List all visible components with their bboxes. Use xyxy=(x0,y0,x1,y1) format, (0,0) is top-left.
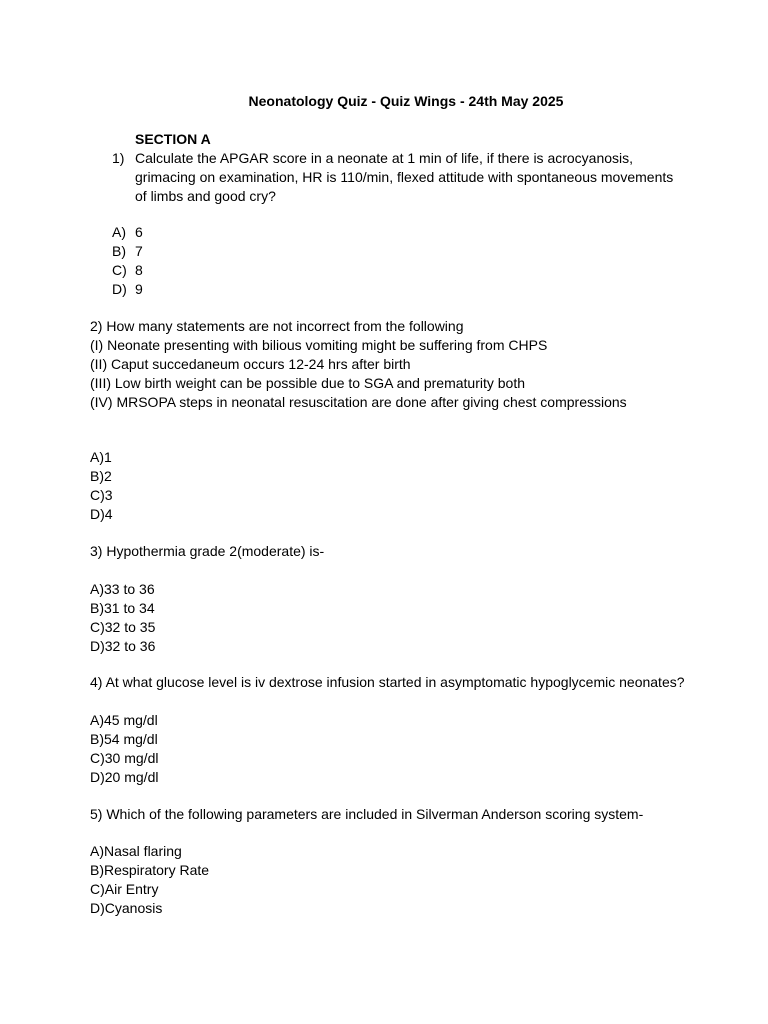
option-b: B)31 to 34 xyxy=(90,600,155,616)
option-c: C)30 mg/dl xyxy=(90,750,159,766)
question-4-text: 4) At what glucose level is iv dextrose infusion started in asymptomatic hypoglycemic neonates? xyxy=(90,674,685,690)
option-text: 7 xyxy=(135,243,143,259)
document-title: Neonatology Quiz - Quiz Wings - 24th May 2025 xyxy=(248,93,564,109)
statement-4: (IV) MRSOPA steps in neonatal resuscitation are done after giving chest compressions xyxy=(90,394,627,410)
question-2-options xyxy=(90,448,113,524)
question-1-option-d xyxy=(112,280,143,299)
option-c: C)Air Entry xyxy=(90,881,159,897)
question-3 xyxy=(90,542,324,561)
option-letter: C) xyxy=(112,262,127,278)
option-text: 9 xyxy=(135,281,143,297)
option-letter: D) xyxy=(112,281,127,297)
question-1-text: Calculate the APGAR score in a neonate at 1 min of life, if there is acrocyanosis, grimacing on examination, HR is 110/min, flexed attitude with spontaneous movements of limbs and good cry? xyxy=(135,150,674,204)
question-1-option-a xyxy=(112,223,143,242)
statement-3: (III) Low birth weight can be possible due to SGA and prematurity both xyxy=(90,375,526,391)
question-3-text: 3) Hypothermia grade 2(moderate) is- xyxy=(90,543,325,559)
question-1-number: 1) xyxy=(112,150,125,166)
option-d: D)20 mg/dl xyxy=(90,769,159,785)
option-a: A)1 xyxy=(90,449,112,465)
question-5-text: 5) Which of the following parameters are included in Silverman Anderson scoring system- xyxy=(90,806,644,822)
question-3-options xyxy=(90,580,155,656)
option-a: A)33 to 36 xyxy=(90,581,155,597)
option-a: A)45 mg/dl xyxy=(90,712,158,728)
question-5 xyxy=(90,805,643,824)
option-c: C)3 xyxy=(90,487,113,503)
option-letter: A) xyxy=(112,224,126,240)
question-1-option-b xyxy=(112,242,143,261)
question-2-text: 2) How many statements are not incorrect from the following xyxy=(90,318,464,334)
statement-2: (II) Caput succedaneum occurs 12-24 hrs after birth xyxy=(90,356,411,372)
option-b: B)2 xyxy=(90,468,112,484)
question-4 xyxy=(90,673,685,692)
statement-1: (I) Neonate presenting with bilious vomiting might be suffering from CHPS xyxy=(90,337,548,353)
option-a: A)Nasal flaring xyxy=(90,843,182,859)
option-b: B)Respiratory Rate xyxy=(90,862,210,878)
option-letter: B) xyxy=(112,243,126,259)
option-d: D)32 to 36 xyxy=(90,638,156,654)
question-5-options xyxy=(90,842,209,918)
option-c: C)32 to 35 xyxy=(90,619,156,635)
option-b: B)54 mg/dl xyxy=(90,731,158,747)
question-2 xyxy=(90,317,627,412)
question-4-options xyxy=(90,711,158,787)
question-1-options xyxy=(112,223,143,299)
option-d: D)Cyanosis xyxy=(90,900,163,916)
question-1-option-c xyxy=(112,261,143,280)
section-heading: SECTION A xyxy=(135,131,211,147)
option-text: 6 xyxy=(135,224,143,240)
option-d: D)4 xyxy=(90,506,113,522)
option-text: 8 xyxy=(135,262,143,278)
